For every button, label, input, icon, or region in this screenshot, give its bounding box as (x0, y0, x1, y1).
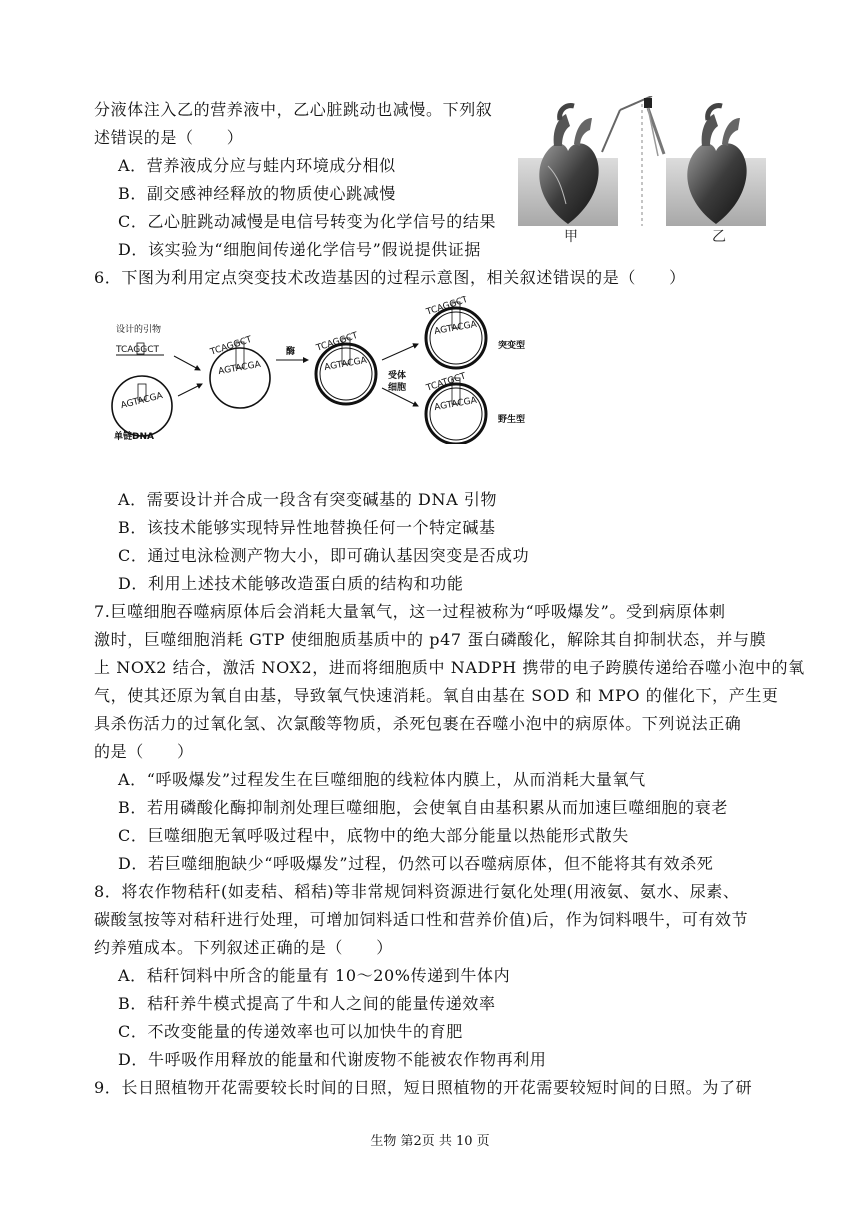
annealed-top-seq: TCAGGCT (209, 334, 254, 358)
q8-stem-line-2: 碳酸氢按等对秸秆进行处理，可增加饲料适口性和营养价值)后，作为饲料喂牛，可有效节 (94, 910, 749, 929)
q8-option-b: B．秸秆养牛模式提高了牛和人之间的能量传递效率 (118, 994, 496, 1013)
double-bottom-seq: AGTACGA (323, 355, 368, 374)
q6-option-a: A．需要设计并合成一段含有突变碱基的 DNA 引物 (118, 490, 498, 509)
q7-option-a: A．“呼吸爆发”过程发生在巨噬细胞的线粒体内膜上，从而消耗大量氧气 (118, 770, 646, 789)
double-strand-circle (316, 344, 376, 404)
q7-option-d: D．若巨噬细胞缺少“呼吸爆发”过程，仍然可以吞噬病原体，但不能将其有效杀死 (118, 854, 714, 873)
wild-label: 野生型 (498, 415, 526, 425)
mutagenesis-drawing (108, 296, 548, 444)
q8-stem-line-1: 8．将农作物秸秆(如麦秸、稻秸)等非常规饲料资源进行氨化处理(用液氨、氨水、尿素、 (94, 882, 740, 901)
recipient-label-2: 细胞 (388, 383, 407, 393)
q5-option-a: A．营养液成分应与蛙内环境成分相似 (118, 156, 396, 175)
q7-stem-line-2: 激时，巨噬细胞消耗 GTP 使细胞质基质中的 p47 蛋白磷酸化，解除其自抑制状态，并与膜 (94, 630, 767, 649)
q7-stem-line-5: 具杀伤活力的过氧化氢、次氯酸等物质，杀死包裹在吞噬小泡中的病原体。下列说法正确 (94, 714, 742, 733)
q8-option-a: A．秸秆饲料中所含的能量有 10～20%传递到牛体内 (118, 966, 511, 985)
mutant-top-seq: TCAGGCT (425, 296, 470, 318)
q8-stem-line-3: 约养殖成本。下列叙述正确的是（ ） (94, 938, 393, 957)
mutant-bottom-seq: AGTACGA (433, 319, 478, 338)
single-strand-label: 单链DNA (114, 432, 154, 442)
q7-option-b: B．若用磷酸化酶抑制剂处理巨噬细胞，会使氧自由基积累从而加速巨噬细胞的衰老 (118, 798, 728, 817)
q7-stem-line-3: 上 NOX2 结合，激活 NOX2，进而将细胞质中 NADPH 携带的电子跨膜传递给吞噬小泡中的氧 (94, 658, 805, 677)
q6-option-d: D．利用上述技术能够改造蛋白质的结构和功能 (118, 574, 464, 593)
wild-top-seq: TCATGCT (425, 371, 468, 394)
q5-stem-line-2: 述错误的是（ ） (94, 128, 244, 147)
wild-circle (426, 384, 486, 444)
q7-stem-line-1: 7.巨噬细胞吞噬病原体后会消耗大量氧气，这一过程被称为“呼吸爆发”。受到病原体刺 (94, 602, 726, 621)
q7-stem-line-6: 的是（ ） (94, 742, 194, 761)
primer-title: 设计的引物 (116, 325, 162, 335)
heart-label-left: 甲 (564, 229, 578, 245)
q8-option-d: D．牛呼吸作用释放的能量和代谢废物不能被农作物再利用 (118, 1050, 547, 1069)
q5-stem-line-1: 分液体注入乙的营养液中，乙心脏跳动也减慢。下列叙 (94, 100, 493, 119)
heart-label-right: 乙 (712, 229, 726, 245)
q8-option-c: C．不改变能量的传递效率也可以加快牛的育肥 (118, 1022, 463, 1041)
q9-stem-line-1: 9．长日照植物开花需要较长时间的日照，短日照植物的开花需要较短时间的日照。为了研 (94, 1078, 753, 1097)
mutagenesis-figure (108, 296, 548, 444)
page-footer: 生物 第2页 共 10 页 (370, 1134, 490, 1149)
q7-stem-line-4: 气，使其还原为氧自由基，导致氧气快速消耗。氧自由基在 SOD 和 MPO 的催化下，产生更 (94, 686, 779, 705)
q6-option-c: C．通过电泳检测产物大小，即可确认基因突变是否成功 (118, 546, 530, 565)
q5-option-b: B．副交感神经释放的物质使心跳减慢 (118, 184, 396, 203)
heart-experiment-figure (518, 96, 766, 246)
primer-sequence: TCAGGCT (116, 345, 159, 355)
mutant-label: 突变型 (498, 341, 526, 351)
double-top-seq: TCAGGCT (315, 330, 360, 354)
q6-stem: 6．下图为利用定点突变技术改造基因的过程示意图，相关叙述错误的是（ ） (94, 268, 686, 287)
q7-option-c: C．巨噬细胞无氧呼吸过程中，底物中的绝大部分能量以热能形式散失 (118, 826, 629, 845)
heart-figure-drawing (518, 96, 766, 246)
mutant-circle (426, 308, 486, 368)
enzyme-label: 酶 (286, 347, 296, 357)
arrow-primer (174, 356, 200, 370)
q5-option-c: C．乙心脏跳动减慢是电信号转变为化学信号的结果 (118, 212, 497, 231)
single-strand-seq: AGTACGA (119, 391, 164, 412)
q6-option-b: B．该技术能够实现特异性地替换任何一个特定碱基 (118, 518, 496, 537)
wild-bottom-seq: AGTACGA (433, 395, 478, 414)
recipient-label-1: 受体 (388, 371, 407, 381)
q5-option-d: D．该实验为“细胞间传递化学信号”假说提供证据 (118, 240, 481, 259)
arrow-strand (178, 384, 202, 396)
pipette-icon (602, 96, 664, 156)
arrow-to-mutant (382, 344, 418, 360)
annealed-bottom-seq: AGTACGA (217, 359, 262, 378)
annealed-circle (210, 348, 270, 408)
